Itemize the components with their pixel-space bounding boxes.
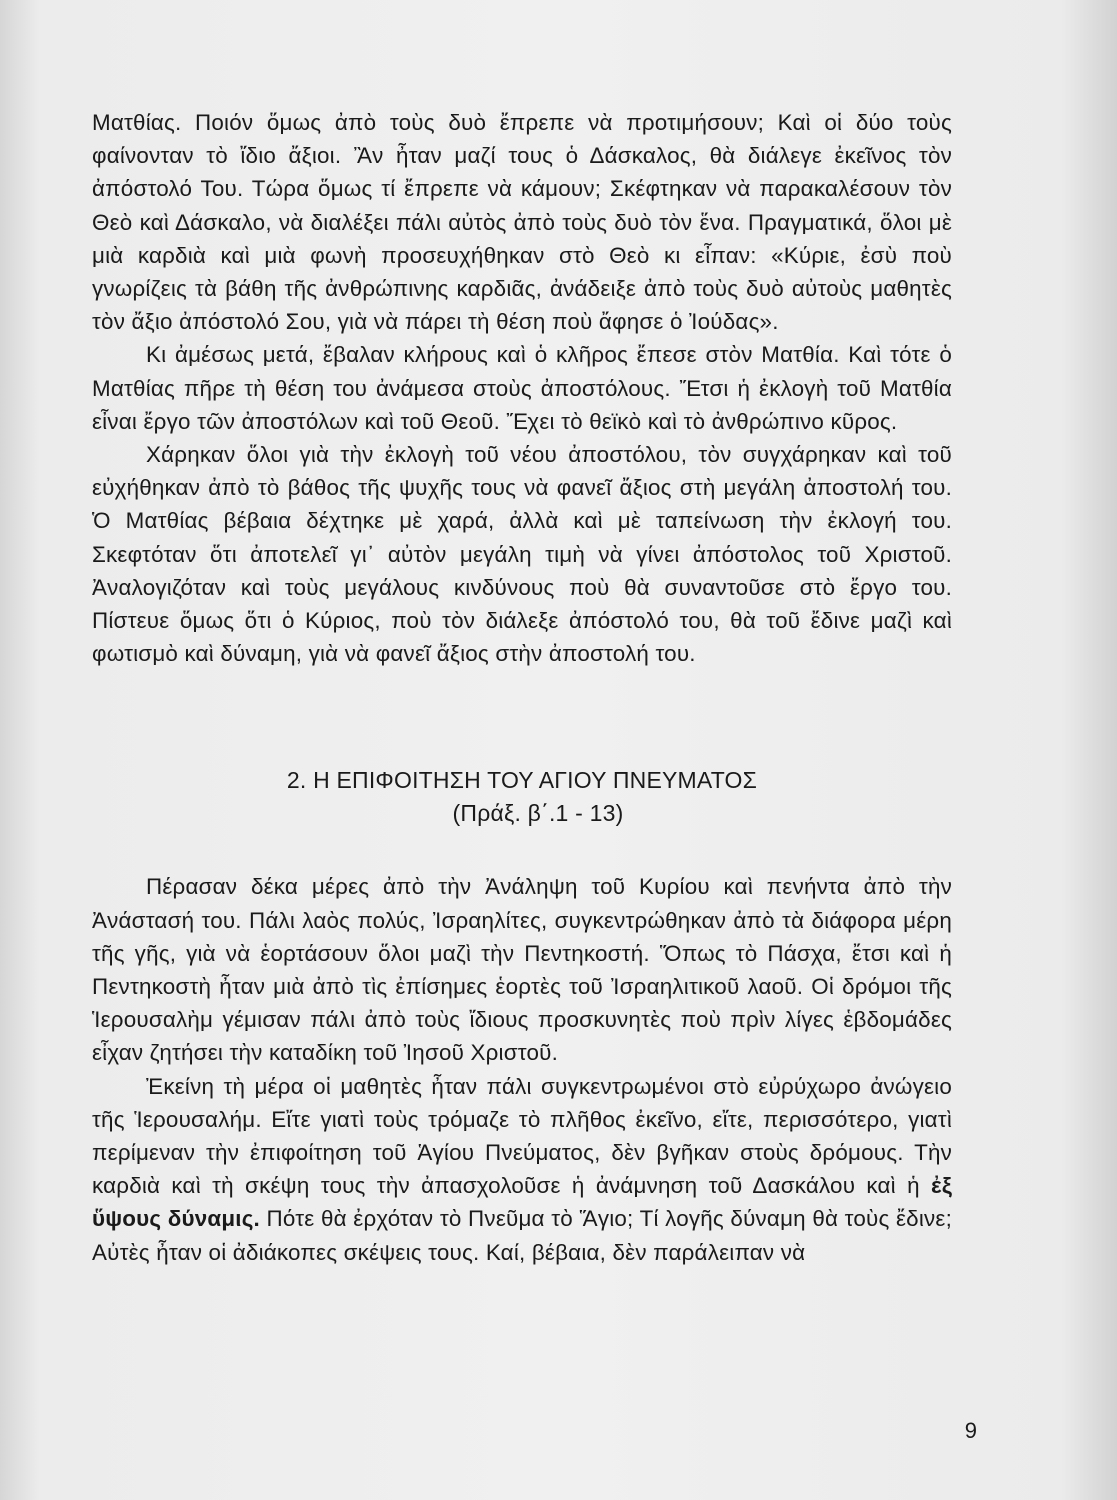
section-title: 2. Η ΕΠΙΦΟΙΤΗΣΗ ΤΟΥ ΑΓΙΟΥ ΠΝΕΥΜΑΤΟΣ bbox=[286, 767, 758, 794]
paragraph-5-text-after: Πότε θὰ ἐρχόταν τὸ Πνεῦμα τὸ Ἅγιο; Τί λογῆς δύναμη θὰ τοὺς ἔδινε; Αὐτὲς ἦταν οἱ ἀδιάκοπες σκέψεις τους. Καί, βέβαια, δὲν παράλειπαν νὰ bbox=[92, 1206, 952, 1265]
paragraph-5-text-before: Ἐκείνη τὴ μέρα οἱ μαθητὲς ἦταν πάλι συγκεντρωμένοι στὸ εὐρύχωρο ἀνώγειο τῆς Ἱερουσαλήμ. Εἴτε γιατὶ τοὺς τρόμαζε τὸ πλῆθος ἐκεῖνο, εἴτε, περισσότερο, γιατὶ περίμεναν τὴν ἐπιφοίτηση τοῦ Ἁγίου Πνεύματος, δὲν βγῆκαν στοὺς δρόμους. Τὴν καρδιὰ καὶ τὴ σκέψη τους τὴν ἀπασχολοῦσε ἡ ἀνάμνηση τοῦ Δασκάλου καὶ ἡ bbox=[92, 1073, 952, 1199]
section-reference: (Πράξ. β΄.1 - 13) bbox=[452, 800, 624, 827]
paragraph-3: Χάρηκαν ὅλοι γιὰ τὴν ἐκλογὴ τοῦ νέου ἀποστόλου, τὸν συγχάρηκαν καὶ τοῦ εὐχήθηκαν ἀπὸ τὸ βάθος τῆς ψυχῆς τους νὰ φανεῖ ἄξιος στὴ μεγάλη ἀποστολή του. Ὁ Ματθίας βέβαια δέχτηκε μὲ χαρά, ἀλλὰ καὶ μὲ ταπείνωση τὴν ἐκλογή του. Σκεφτόταν ὅτι ἀποτελεῖ γι᾽ αὐτὸν μεγάλη τιμὴ νὰ γίνει ἀπόστολος τοῦ Χριστοῦ. Ἀναλογιζόταν καὶ τοὺς μεγάλους κινδύνους ποὺ θὰ συναντοῦσε στὸ ἔργο του. Πίστευε ὅμως ὅτι ὁ Κύριος, ποὺ τὸν διάλεξε ἀπόστολό του, θὰ τοῦ ἔδινε μαζὶ καὶ φωτισμὸ καὶ δύναμη, γιὰ νὰ φανεῖ ἄξιος στὴν ἀποστολή του. bbox=[92, 442, 952, 667]
paragraph-2: Κι ἀμέσως μετά, ἔβαλαν κλήρους καὶ ὁ κλῆρος ἔπεσε στὸν Ματθία. Καὶ τότε ὁ Ματθίας πῆρε τὴ θέση του ἀνάμεσα στοὺς ἀποστόλους. Ἔτσι ἡ ἐκλογὴ τοῦ Ματθία εἶναι ἔργο τῶν ἀποστόλων καὶ τοῦ Θεοῦ. Ἔχει τὸ θεϊκὸ καὶ τὸ ἀνθρώπινο κῦρος. bbox=[92, 342, 952, 434]
page-number: 9 bbox=[964, 1418, 977, 1443]
body-text bbox=[92, 106, 952, 1269]
paragraph-1: Ματθίας. Ποιόν ὅμως ἀπὸ τοὺς δυὸ ἔπρεπε νὰ προτιμήσουν; Καὶ οἱ δύο τοὺς φαίνονταν τὸ ἴδιο ἄξιοι. Ἂν ἦταν μαζί τους ὁ Δάσκαλος, θὰ διάλεγε ἐκεῖνος τὸν ἀπόστολό Του. Τώρα ὅμως τί ἔπρεπε νὰ κάμουν; Σκέφτηκαν νὰ παρακαλέσουν τὸν Θεὸ καὶ Δάσκαλο, νὰ διαλέξει πάλι αὐτὸς ἀπὸ τοὺς δυὸ τὸν ἕνα. Πραγματικά, ὅλοι μὲ μιὰ καρδιὰ καὶ μιὰ φωνὴ προσευχήθηκαν στὸ Θεὸ κι εἶπαν: «Κύριε, ἐσὺ ποὺ γνωρίζεις τὰ βάθη τῆς ἀνθρώπινης καρδιᾶς, ἀνάδειξε ἀπὸ τοὺς δυὸ αὐτοὺς μαθητὲς τὸν ἄξιο ἀπόστολό Σου, γιὰ νὰ πάρει τὴ θέση ποὺ ἄφησε ὁ Ἰούδας». bbox=[92, 110, 952, 335]
paragraph-4: Πέρασαν δέκα μέρες ἀπὸ τὴν Ἀνάληψη τοῦ Κυρίου καὶ πενήντα ἀπὸ τὴν Ἀνάστασή του. Πάλι λαὸς πολύς, Ἰσραηλίτες, συγκεντρώθηκαν ἀπὸ τὰ διάφορα μέρη τῆς γῆς, γιὰ νὰ ἑορτάσουν ὅλοι μαζὶ τὴν Πεντηκοστή. Ὅπως τὸ Πάσχα, ἔτσι καὶ ἡ Πεντηκοστὴ ἦταν μιὰ ἀπὸ τὶς ἐπίσημες ἑορτὲς τοῦ Ἰσραηλιτικοῦ λαοῦ. Οἱ δρόμοι τῆς Ἱερουσαλὴμ γέμισαν πάλι ἀπὸ τοὺς ἴδιους προσκυνητὲς ποὺ πρὶν λίγες ἑβδομάδες εἶχαν ζητήσει τὴν καταδίκη τοῦ Ἰησοῦ Χριστοῦ. bbox=[92, 874, 952, 1066]
paragraph-5 bbox=[92, 1070, 952, 1269]
paragraph-5-bold-phrase: ἐξ ὕψους δύναμις. bbox=[92, 1173, 952, 1232]
